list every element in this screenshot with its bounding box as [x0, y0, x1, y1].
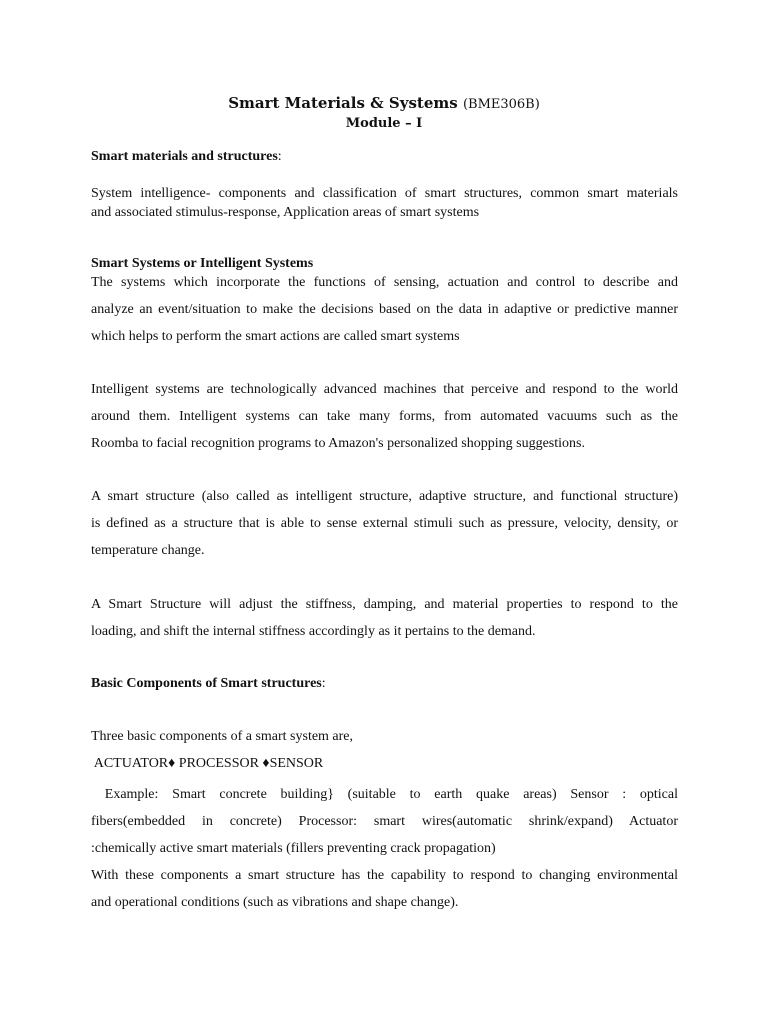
heading-colon: :	[277, 149, 282, 164]
paragraph-line: A Smart Structure will adjust the stiffness, damping, and material properties to respond to the	[91, 597, 678, 612]
smart-systems-definition-paragraph	[91, 269, 678, 350]
smart-structure-stiffness-paragraph	[91, 591, 678, 645]
syllabus-line: and associated stimulus-response, Application areas of smart systems	[91, 205, 480, 220]
syllabus-paragraph	[91, 184, 678, 222]
paragraph-line: which helps to perform the smart actions are called smart systems	[91, 329, 460, 344]
syllabus-line: System intelligence- components and classification of smart structures, common smart materials	[91, 186, 678, 201]
intelligent-systems-paragraph	[91, 376, 678, 457]
section-heading-basic-components	[91, 676, 678, 692]
components-list: ACTUATOR♦ PROCESSOR ♦SENSOR	[91, 756, 324, 771]
section-heading-text: Smart materials and structures	[91, 149, 278, 164]
section-heading-text: Basic Components of Smart structures	[91, 676, 322, 691]
paragraph-line: :chemically active smart materials (fillers preventing crack propagation)	[91, 841, 496, 856]
closing-paragraph	[91, 862, 678, 916]
paragraph-line: The systems which incorporate the functions of sensing, actuation and control to describe and	[91, 275, 678, 290]
paragraph-line: and operational conditions (such as vibrations and shape change).	[91, 895, 459, 910]
paragraph-line: is defined as a structure that is able to sense external stimuli such as pressure, velocity, density, or	[91, 516, 678, 531]
course-code: (BME306B)	[462, 97, 540, 112]
paragraph-line: loading, and shift the internal stiffness accordingly as it pertains to the demand.	[91, 624, 536, 639]
paragraph-line: Roomba to facial recognition programs to Amazon's personalized shopping suggestions.	[91, 436, 585, 451]
title-text: Smart Materials & Systems	[228, 94, 458, 112]
paragraph-line: Example: Smart concrete building} (suitable to earth quake areas) Sensor : optical	[91, 787, 679, 802]
paragraph-line: With these components a smart structure has the capability to respond to changing environmental	[91, 868, 678, 883]
paragraph-line: temperature change.	[91, 543, 205, 558]
paragraph-line: A smart structure (also called as intelligent structure, adaptive structure, and functional structure)	[91, 489, 678, 504]
section-heading-smart-materials	[91, 149, 678, 165]
smart-structure-paragraph	[91, 483, 678, 564]
paragraph-line: analyze an event/situation to make the decisions based on the data in adaptive or predictive manner	[91, 302, 678, 317]
document-title	[0, 94, 768, 112]
paragraph-line: Intelligent systems are technologically advanced machines that perceive and respond to the world	[91, 382, 678, 397]
section-heading-smart-systems: Smart Systems or Intelligent Systems	[91, 256, 314, 271]
module-label: Module – I	[345, 116, 423, 131]
paragraph-line: fibers(embedded in concrete) Processor: smart wires(automatic shrink/expand) Actuator	[91, 814, 678, 829]
heading-colon: :	[321, 676, 326, 691]
components-intro: Three basic components of a smart system are,	[91, 729, 354, 744]
paragraph-line: around them. Intelligent systems can take many forms, from automated vacuums such as the	[91, 409, 678, 424]
example-paragraph	[91, 781, 678, 862]
